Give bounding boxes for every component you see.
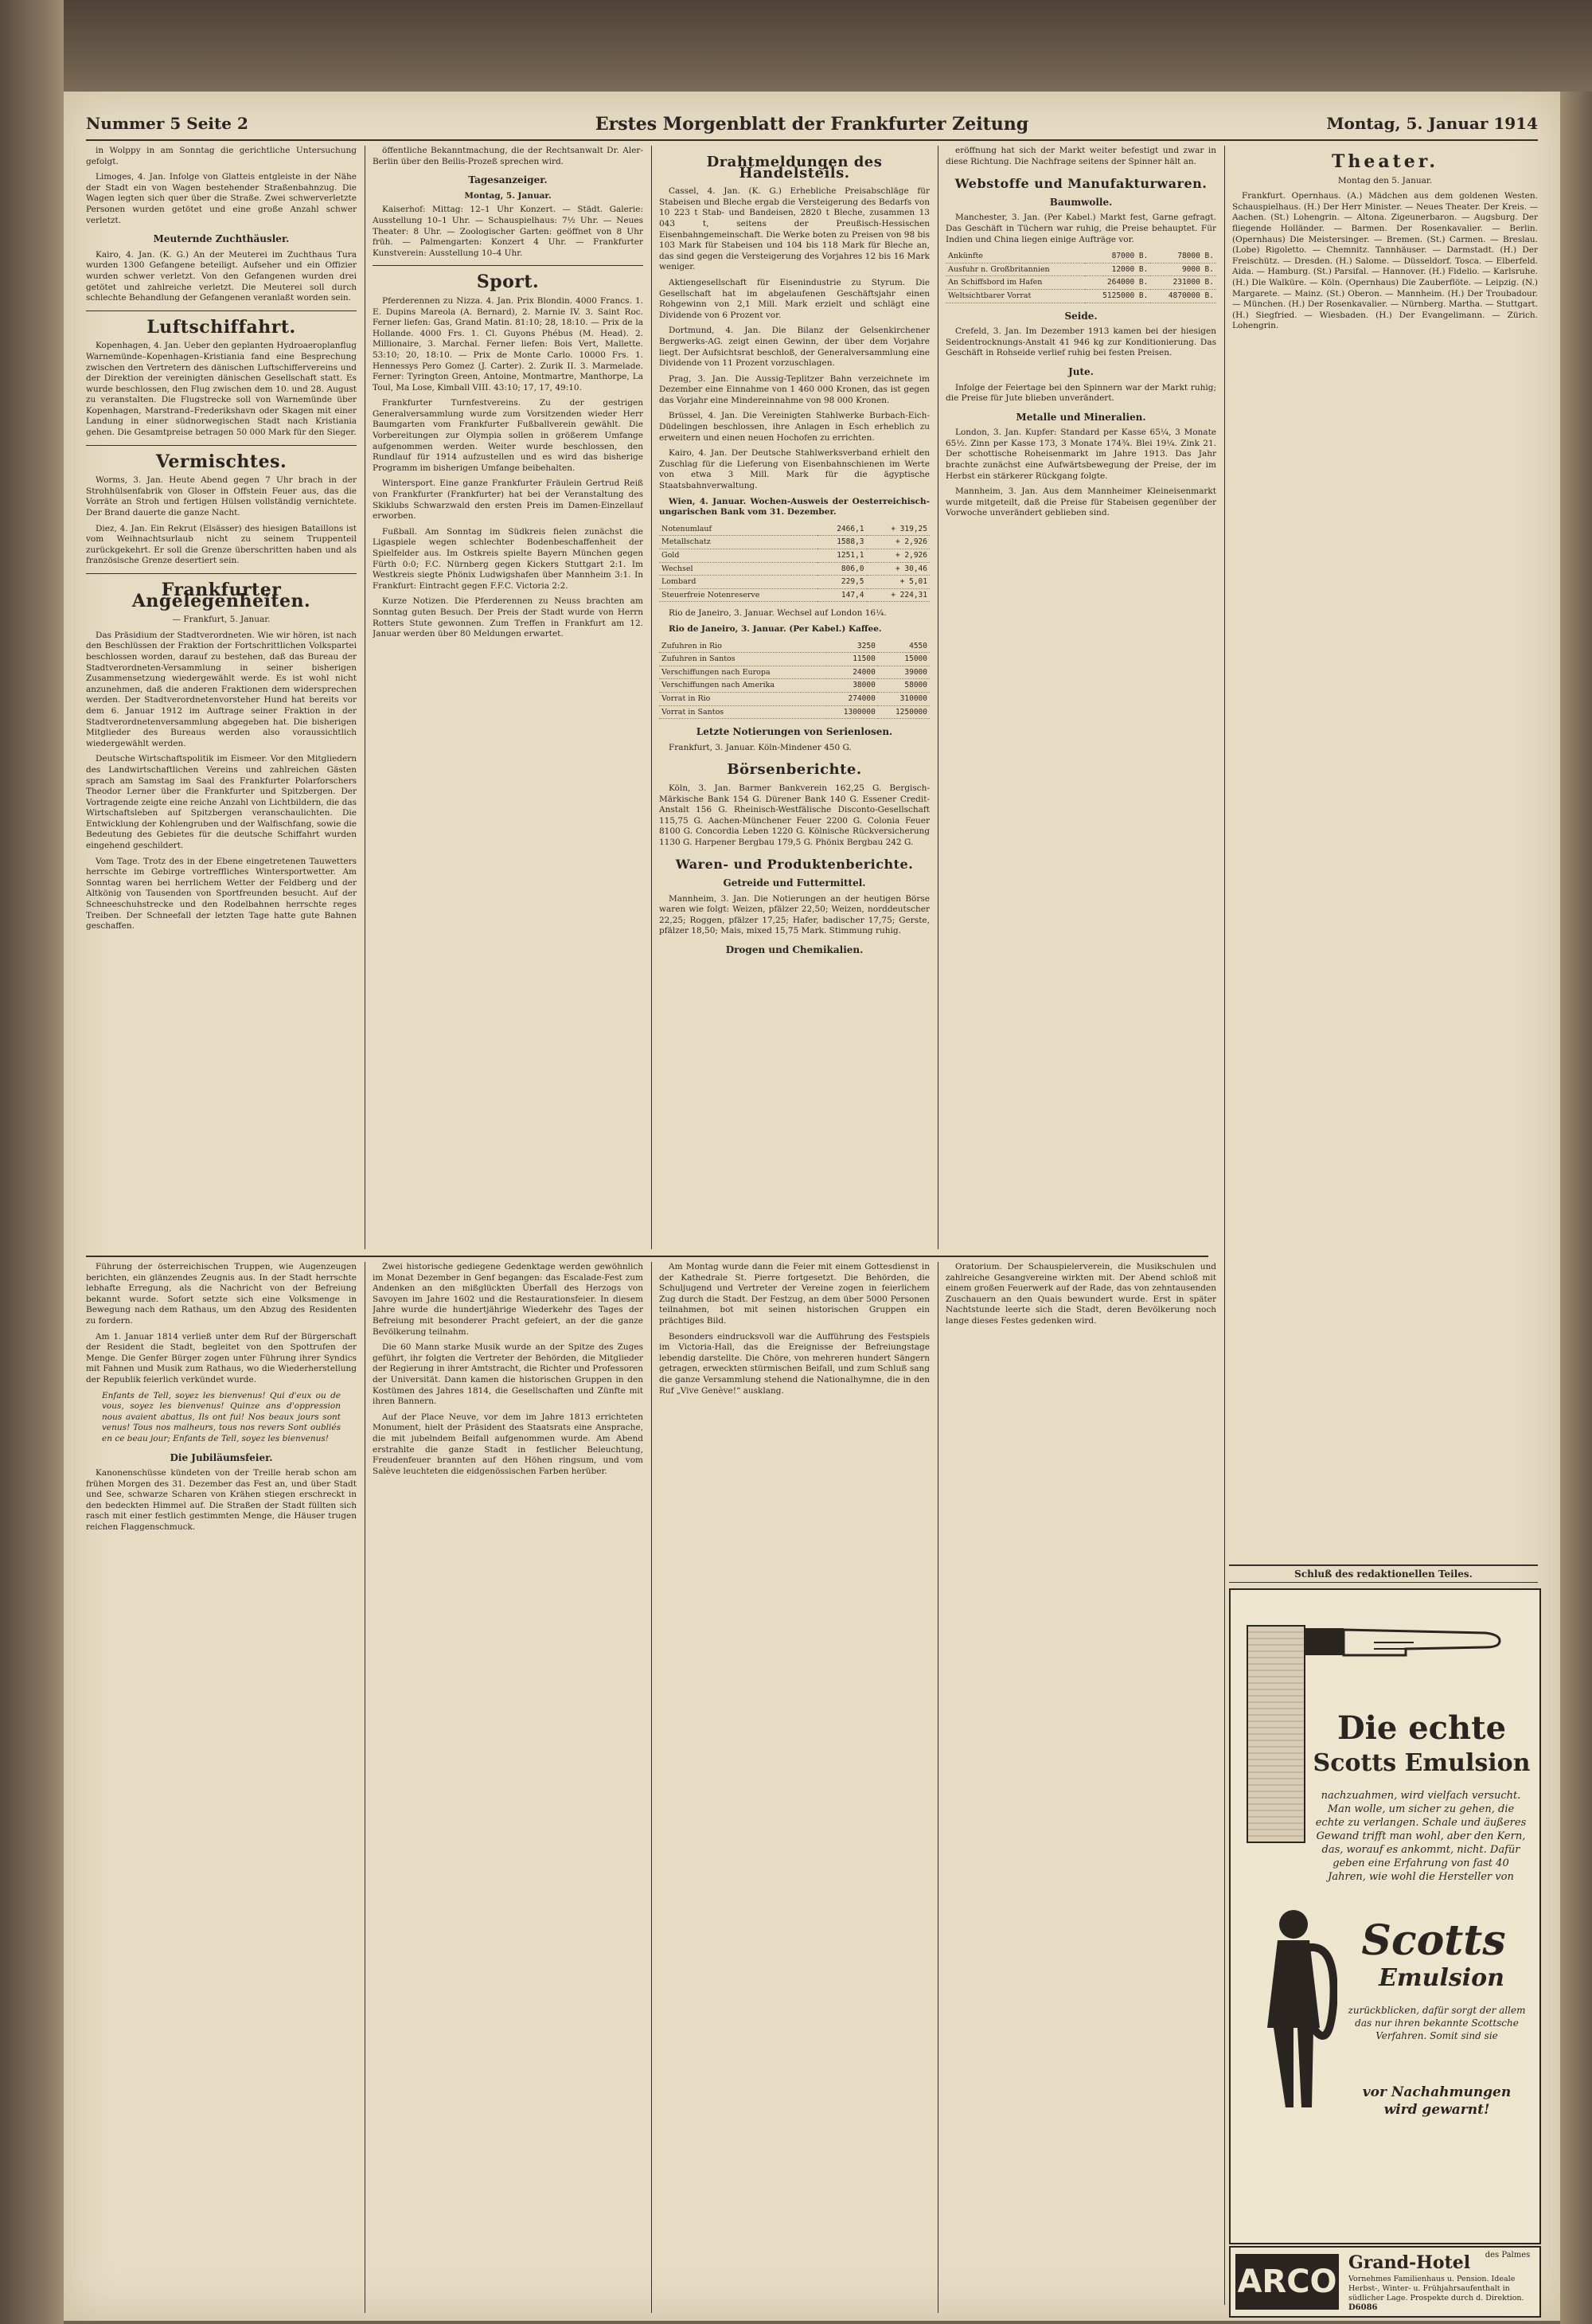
column-rule (1224, 146, 1225, 2305)
table-cell: 78000 B. (1150, 250, 1216, 263)
ad-reference: D6086 (1348, 2303, 1378, 2312)
article-text: Rio de Janeiro, 3. Januar. Wechsel auf London 16¼. (669, 608, 887, 619)
article-heading: Getreide und Futtermittel. (723, 877, 866, 889)
article-heading: Drogen und Chemikalien. (725, 944, 864, 956)
table-cell: + 30,46 (867, 562, 930, 576)
page-number: Nummer 5 Seite 2 (86, 114, 248, 133)
feuilleton-column-3 (659, 1262, 930, 2313)
article-heading: Baumwolle. (1049, 196, 1113, 208)
table-cell: 58000 (878, 679, 930, 693)
table-row (946, 289, 1216, 303)
pointing-hand-icon (1286, 1615, 1525, 1663)
table-cell: 3250 (826, 640, 878, 653)
section-heading-handel: Drahtmeldungen des Handelsteils. (706, 154, 883, 182)
article-text: eröffnung hat sich der Markt weiter befestigt und zwar in diese Richtung. Die Nachfrage seitens der Spinner hält an. (946, 146, 1216, 166)
column-2 (373, 146, 643, 1249)
coffee-table (659, 640, 930, 720)
article-text: Pferderennen zu Nizza. 4. Jan. Prix Blondin. 4000 Francs. 1. E. Dupins Mareola (A. Bernard), 2. Marnie IV. 3. Saint Roc. Ferner liefen: Gas, Grand Matin. 81:10; 28, 18:10. — Prix de la Hollande. 4000 Frs. 1. Cl. Guyons Phébus (M. Head). 2. Millionaire, 3. Marchal. Ferner liefen: Bois Vert, Mallette. 53:10; 20, 18:10. — Prix de Monte Carlo. 10000 Frs. 1. Hennessys Pero Gomez (J. Carter). 2. Zurik II. 3. Marmelade. Ferner: Tyrington Green, Antoine, Montmartre, Manthorpe, La Toul, Ma Lose, Kimball VIII. 43:10; 17, 17, 49:10. (373, 295, 643, 393)
table-cell: 231000 B. (1150, 276, 1216, 290)
section-heading-theater: Theater. (1331, 151, 1438, 172)
ad-brand-sub: Emulsion (1379, 1964, 1504, 1992)
article-text: Worms, 3. Jan. Heute Abend gegen 7 Uhr brach in der Strohhülsenfabrik von Gloser in Offstein Feuer aus, das die Vorräte an Stroh und fertigen Hülsen vollständig vernichtete. Der Brand dauerte die ganze Nacht. (86, 475, 357, 518)
scan-left-edge (0, 0, 64, 2324)
table-cell: 87000 B. (1085, 250, 1151, 263)
column-rule (651, 146, 652, 1249)
table-cell: 229,5 (817, 576, 867, 589)
table-cell: Wechsel (659, 562, 817, 576)
article-text: Prag, 3. Jan. Die Aussig-Teplitzer Bahn verzeichnete im Dezember eine Einnahme von 1 460 000 Kronen, das ist gegen das Vorjahr eine Mindereinnahme von 98 000 Kronen. (659, 373, 930, 405)
issue-date: Montag, 5. Januar 1914 (1326, 114, 1538, 133)
article-heading: Letzte Notierungen von Serienlosen. (696, 726, 893, 738)
scotts-emulsion-ad (1229, 1588, 1541, 2244)
song-verse: Enfants de Tell, soyez les bienvenus! Qui d'eux ou de vous, soyez les bienvenus! Quinze ans d'oppression nous avaient abattus, Ils ont fui! Nos beaux jours sont venus! Tous nos malheurs, tous nos revers Sont oubliés en ce beau jour; Enfants de Tell, soyez les bienvenus! (102, 1390, 341, 1443)
newspaper-page (64, 92, 1560, 2321)
ad-copy: zurückblicken, dafür sorgt der allem das nur ihren bekannte Scottsche Verfahren. Somit sind sie (1348, 2005, 1526, 2041)
table-row (659, 640, 930, 653)
table-cell: Zufuhren in Santos (659, 653, 826, 666)
divider (86, 445, 357, 446)
article-text: Frankfurt, 3. Januar. Köln-Mindener 450 G. (669, 742, 852, 752)
article-text: Kurze Notizen. Die Pferderennen zu Neuss brachten am Sonntag guten Besuch. Der Preis der Stadt wurde von Herrn Rotters Stute gewonnen. Zum Treffen in Frankfurt am 12. Januar werden über 80 Meldungen erwartet. (373, 596, 643, 639)
table-cell: 11500 (826, 653, 878, 666)
table-caption: Wien, 4. Januar. Wochen-Ausweis der Oesterreichisch-ungarischen Bank vom 31. Dezember. (659, 496, 930, 518)
table-row (659, 549, 930, 563)
article-text: in Wolppy in am Sonntag die gerichtliche Untersuchung gefolgt. (86, 146, 357, 166)
table-cell: + 2,926 (867, 549, 930, 563)
section-heading-frankfurt: Frankfurter Angelegenheiten. (131, 580, 311, 611)
ad-copy: nachzuahmen, wird vielfach versucht. Man wolle, um sicher zu gehen, die echte zu verlangen. Schale und äußeres Gewand trifft man wohl, aber den Kern, das, worauf es ankommt, nicht. Dafür geben eine Erfahrung von fast 40 Jahren, wie wohl die Hersteller von (1315, 1790, 1527, 1883)
column-rule (651, 1262, 652, 2313)
table-cell: 1300000 (826, 705, 878, 719)
column-3 (659, 146, 930, 1249)
article-text: Am 1. Januar 1814 verließ unter dem Ruf der Bürgerschaft der Resident die Stadt, begleitet von den Spottrufen der Menge. Die Genfer Bürger zogen unter Führung ihrer Syndics mit Fahnen und Musik zum Rathaus, wo die Wiederherstellung der Republik feierlich verkündet wurde. (86, 1331, 357, 1385)
table-cell: 310000 (878, 692, 930, 705)
table-row (659, 692, 930, 705)
article-text: Frankfurter Turnfestvereins. Zu der gestrigen Generalversammlung wurde zum Vorsitzenden wieder Herr Baumgarten vom Frankfurter Fußballverein gewählt. Die Vorbereitungen zur Olympia sollen in größerem Umfange aufgenommen werden. Weiter wurde beschlossen, den Rundlauf für 1914 aufzustellen und es wird das bisherige Programm im bisherigen Umfange beibehalten. (373, 398, 643, 473)
table-cell: 274000 (826, 692, 878, 705)
column-4 (946, 146, 1216, 1249)
table-cell: 38000 (826, 679, 878, 693)
table-cell: Weltsichtbarer Vorrat (946, 289, 1085, 303)
table-cell: 24000 (826, 666, 878, 679)
table-cell: 1250000 (878, 705, 930, 719)
masthead (86, 111, 1538, 141)
table-cell: Metallschatz (659, 536, 817, 549)
table-cell: Ankünfte (946, 250, 1085, 263)
article-text: Am Montag wurde dann die Feier mit einem Gottesdienst in der Kathedrale St. Pierre fortgesetzt. Die Behörden, die Schuljugend und Vertreter der Vereine zogen in feierlichem Zug durch die Stadt. Der Festzug, an dem über 5000 Personen teilnahmen, bot mit seinen historischen Gruppen ein prächtiges Bild. (659, 1262, 930, 1326)
article-text: Kairo, 4. Jan. Der Deutsche Stahlwerksverband erhielt den Zuschlag für die Lieferung von Eisenbahnschienen im Werte von etwa 3 Mill. Mark für die ägyptische Staatsbahnverwaltung. (659, 448, 930, 491)
article-text: Das Präsidium der Stadtverordneten. Wie wir hören, ist nach den Beschlüssen der Fraktion der Fortschrittlichen Volkspartei beschlossen worden, darauf zu bestehen, daß das Bureau der Stadtverordneten-Versammlung in seiner bisherigen Zusammensetzung wiedergewählt werde. Es ist wohl nicht anzunehmen, daß die anderen Fraktionen dem widersprechen werden. Der Stadtverordnetenvorsteher Hund hat bereits vor dem 6. Januar 1912 im Auftrage seiner Fraktion in der Stadtverordnetenversammlung abgegeben hat. Die bisherigen Mitglieder des Bureaus werden also voraussichtlich wiedergewählt werden. (86, 630, 357, 748)
table-row (659, 588, 930, 602)
article-text: Mannheim, 3. Jan. Aus dem Mannheimer Kleineisenmarkt wurde mitgeteilt, daß die Preise für Stabeisen gegenüber der Vorwoche unverändert geblieben sind. (946, 486, 1216, 518)
table-cell: Steuerfreie Notenreserve (659, 588, 817, 602)
dateline: — Frankfurt, 5. Januar. (172, 615, 271, 625)
table-row (659, 523, 930, 536)
grand-hotel-ad (1229, 2246, 1541, 2318)
table-cell: An Schiffsbord im Hafen (946, 276, 1085, 290)
table-row (659, 562, 930, 576)
table-cell: Verschiffungen nach Amerika (659, 679, 826, 693)
section-heading-boerse: Börsenberichte. (727, 761, 862, 779)
table-cell: Vorrat in Rio (659, 692, 826, 705)
article-text: Kopenhagen, 4. Jan. Ueber den geplanten Hydroaeroplanflug Warnemünde–Kopenhagen–Kristiania fand eine Besprechung zwischen den Vertretern des dänischen Luftschiffervereins und der Direktion der vereinigten dänischen Gesellschaft statt. Es wurde beschlossen, den Flug zwischen dem 10. und 28. August zu veranstalten. Die Flugstrecke soll von Warnemünde über Kopenhagen, Marstrand–Frederikshavn oder Skagen mit einer Landung in einer südnorwegischen Stadt nach Kristiania gehen. Die Gesamtpreise betragen 50 000 Mark für den Sieger. (86, 341, 357, 438)
cotton-table (946, 250, 1216, 303)
table-caption: Rio de Janeiro, 3. Januar. (Per Kabel.) Kaffee. (669, 623, 882, 634)
article-heading: Meuternde Zuchthäusler. (153, 233, 290, 245)
article-text: Köln, 3. Jan. Barmer Bankverein 162,25 G. Bergisch-Märkische Bank 154 G. Dürener Bank 140 G. Essener Credit-Anstalt 156 G. Rheinisch-Westfälische Disconto-Gesellschaft 115,75 G. Aachen-Münchener Feuer 2200 G. Colonia Feuer 8100 G. Concordia Leben 1220 G. Kölnische Rückversicherung 1130 G. Harpener Bergbau 179,5 G. Phönix Bergbau 242 G. (659, 783, 930, 847)
table-cell: 147,4 (817, 588, 867, 602)
table-cell: 15000 (878, 653, 930, 666)
article-text: Fußball. Am Sonntag im Südkreis fielen zunächst die Ligaspiele wegen schlechter Bodenbeschaffenheit der Spielfelder aus. Im Ostkreis spielte Bayern München gegen Fürth 0:0; F.C. Nürnberg gegen Kickers Stuttgart 2:1. Im Westkreis siegte Phönix Ludwigshafen über Mannheim 3:1. In Frankfurt: Eintracht gegen F.F.C. Victoria 2:2. (373, 526, 643, 591)
table-cell: + 2,926 (867, 536, 930, 549)
ad-product-name: Scotts Emulsion (1313, 1749, 1531, 1777)
table-row (946, 276, 1216, 290)
bank-table (659, 523, 930, 603)
hotel-subtitle: des Palmes (1485, 2251, 1531, 2260)
column-1 (86, 146, 357, 1249)
table-cell: + 319,25 (867, 523, 930, 536)
divider (373, 265, 643, 266)
article-text: Infolge der Feiertage bei den Spinnern war der Markt ruhig; die Preise für Jute blieben unverändert. (946, 382, 1216, 404)
bottle-icon (1247, 1625, 1305, 1843)
table-row (659, 576, 930, 589)
table-cell: Zufuhren in Rio (659, 640, 826, 653)
section-heading-luftschiffahrt: Luftschiffahrt. (146, 316, 296, 338)
hotel-name: Grand-Hotel (1348, 2252, 1471, 2273)
article-text: Kairo, 4. Jan. (K. G.) An der Meuterei im Zuchthaus Tura wurden 1300 Gefangene beteiligt. Aufseher und ein Offizier wurden schwer verletzt. Von den Gefangenen wurden drei getötet und zahlreiche verletzt. Die Meuterei soll durch schlechte Behandlung der Gefangenen veranlaßt worden sein. (86, 249, 357, 303)
newspaper-title: Erstes Morgenblatt der Frankfurter Zeitung (595, 114, 1029, 135)
table-row (659, 705, 930, 719)
table-row (946, 263, 1216, 276)
feuilleton-column-1 (86, 1262, 357, 2313)
table-cell: 1588,3 (817, 536, 867, 549)
divider (86, 573, 357, 574)
article-heading: Tagesanzeiger. (468, 174, 548, 186)
article-text: Die 60 Mann starke Musik wurde an der Spitze des Zuges geführt, ihr folgten die Vertreter der Behörden, die Mitglieder der Regierung in ihrer Amtstracht, die Richter und Professoren der Universität. Dann kamen die historischen Gruppen in den Kostümen des Jahres 1814, die Gesellschaften und Zünfte mit ihren Bannern. (373, 1342, 643, 1407)
article-text: öffentliche Bekanntmachung, die der Rechtsanwalt Dr. Aler-Berlin über den Beilis-Prozeß sprechen wird. (373, 146, 643, 166)
article-text: Crefeld, 3. Jan. Im Dezember 1913 kamen bei der hiesigen Seidentrocknungs-Anstalt 41 946 kg zur Konditionierung. Das Geschäft in Rohseide verlief ruhig bei festen Preisen. (946, 326, 1216, 358)
table-cell: 12000 B. (1085, 263, 1151, 276)
article-text: Mannheim, 3. Jan. Die Notierungen an der heutigen Börse waren wie folgt: Weizen, pfälzer 22,50; Weizen, norddeutscher 22,25; Roggen, pfälzer 17,25; Hafer, badischer 17,75; Gerste, pfälzer 18,50; Mais, mixed 15,75 Mark. Stimmung ruhig. (659, 893, 930, 936)
article-text: Oratorium. Der Schauspielerverein, die Musikschulen und zahlreiche Gesangvereine wirkten mit. Der Abend schloß mit einem großen Feuerwerk auf der Rade, das von zehntausenden Zuschauern an den Quais bewundert wurde. Erst in später Nachtstunde leerte sich die Stadt, deren Bevölkerung noch lange dieses Festes gedenken wird. (946, 1262, 1216, 1326)
table-cell: Gold (659, 549, 817, 563)
table-cell: + 5,01 (867, 576, 930, 589)
theater-listing: Frankfurt. Opernhaus. (A.) Mädchen aus dem goldenen Westen. Schauspielhaus. (H.) Der Herr Minister. — Neues Theater. Der Kreis. — Aachen. (St.) Lohengrin. — Altona. Zigeunerbaron. — Augsburg. Der fliegende Holländer. — Barmen. Der Rosenkavalier. — Berlin. (Opernhaus) Die Meistersinger. — Bremen. (St.) Carmen. — Breslau. (Lobe) Rigoletto. — Chemnitz. Tannhäuser. — Darmstadt. (H.) Der Freischütz. — Dresden. (H.) Salome. — Düsseldorf. Tosca. — Elberfeld. Aida. — Hamburg. (St.) Parsifal. — Hannover. (H.) Fidelio. — Karlsruhe. (H.) Die Walküre. — Köln. (Opernhaus) Die Zauberflöte. — Leipzig. (N.) Margarete. — Mainz. (St.) Oberon. — Mannheim. (H.) Der Troubadour. — München. (H.) Der Rosenkavalier. — Nürnberg. Martha. — Stuttgart. (H.) Siegfried. — Wiesbaden. (H.) Der Evangelimann. — Zürich. Lohengrin. (1232, 191, 1538, 331)
article-text: Limoges, 4. Jan. Infolge von Glatteis entgleiste in der Nähe der Stadt ein von Wagen bestehender Straßenbahnzug. Die Wagen legten sich quer über die Straße. Zwei schwerverletzte Personen wurden getötet und eine große Anzahl schwer verletzt. (86, 172, 357, 225)
table-row (946, 250, 1216, 263)
scan-right-edge (1560, 92, 1592, 2324)
article-heading: Seide. (1064, 310, 1098, 322)
article-text: Auf der Place Neuve, vor dem im Jahre 1813 errichteten Monument, hielt der Präsident des Staatsrats eine Ansprache, die mit jubelndem Beifall aufgenommen wurde. Am Abend erstrahlte die ganze Stadt in festlicher Beleuchtung, Freudenfeuer brannten auf den Höhen ringsum, und vom Salève leuchteten die eidgenössischen Farben herüber. (373, 1412, 643, 1476)
article-text: Vom Tage. Trotz des in der Ebene eingetretenen Tauwetters herrschte im Gebirge vortreffliches Wintersportwetter. Am Sonntag waren bei herrlichem Wetter der Feldberg und der Altkönig von Tausenden von Sportfreunden besucht. Auf der Schneeschuhstrecke und den Rodelbahnen herrschte reges Treiben. Der Schneefall der letzten Tage hatte gute Bahnen geschaffen. (86, 856, 357, 932)
article-text: Führung der österreichischen Truppen, wie Augenzeugen berichten, ein glänzendes Zeugnis aus. In der Stadt herrschte lebhafte Erregung, als die Nachricht von der Befreiung bekannt wurde. Sofort setzte sich eine Volksmenge in Bewegung nach dem Rathaus, um den Abzug des Residenten zu fordern. (86, 1262, 357, 1326)
table-row (659, 666, 930, 679)
table-cell: + 224,31 (867, 588, 930, 602)
ad-brand: Scotts (1361, 1916, 1506, 1965)
article-text: Besonders eindrucksvoll war die Aufführung des Festspiels im Victoria-Hall, das die Ereignisse der Befreiungstage lebendig darstellte. Die Chöre, von mehreren hundert Sängern getragen, erweckten stürmischen Beifall, und zum Schluß sang die ganze Versammlung stehend die Nationalhymne, die in den Ruf „Vive Genève!“ ausklang. (659, 1331, 930, 1396)
section-heading-waren: Waren- und Produktenberichte. (675, 857, 914, 873)
agenda-date: Montag, 5. Januar. (464, 190, 552, 201)
article-heading: Metalle und Mineralien. (1016, 411, 1146, 423)
table-row (659, 679, 930, 693)
article-text: Diez, 4. Jan. Ein Rekrut (Elsässer) des hiesigen Bataillons ist vom Weihnachtsurlaub nicht zu seinem Truppenteil zurückgekehrt. Er soll die Grenze überschritten haben und als französische Grenze desertiert sein. (86, 523, 357, 566)
article-text: Manchester, 3. Jan. (Per Kabel.) Markt fest, Garne gefragt. Das Geschäft in Tüchern war ruhig, die Preise behauptet. Für Indien und China liegen einige Aufträge vor. (946, 213, 1216, 244)
table-cell: 9000 B. (1150, 263, 1216, 276)
ad-headline: Die echte (1336, 1709, 1507, 1747)
table-cell: Lombard (659, 576, 817, 589)
article-heading: Jute. (1068, 365, 1094, 377)
hotel-copy: Vornehmes Familienhaus u. Pension. Ideale Herbst-, Winter- u. Frühjahrsaufenthalt in südlicher Lage. Prospekte durch d. Direktion. (1348, 2275, 1524, 2303)
table-cell: 264000 B. (1085, 276, 1151, 290)
table-row (659, 536, 930, 549)
article-text: Wintersport. Eine ganze Frankfurter Fräulein Gertrud Reiß von Frankfurter (Frankfurter) hat bei der Veranstaltung des Skiklubs Schwarzwald den ersten Preis im Damen-Einzellauf erworben. (373, 478, 643, 521)
article-text: London, 3. Jan. Kupfer: Standard per Kasse 65¼, 3 Monate 65½. Zinn per Kasse 173, 3 Monate 174¾. Blei 19¼. Zink 21. Der schottische Roheisenmarkt im Jahre 1913. Das Jahr brachte zunächst eine Aufwärtsbewegung der Preise, der im Herbst ein stärkerer Rückgang folgte. (946, 428, 1216, 481)
fisherman-logo-icon (1250, 1892, 1337, 2115)
section-heading-vermischtes: Vermischtes. (155, 451, 287, 472)
table-cell: Notenumlauf (659, 523, 817, 536)
table-cell: 806,0 (817, 562, 867, 576)
article-text: Deutsche Wirtschaftspolitik im Eismeer. Vor den Mitgliedern des Landwirtschaftlichen Vereins und zahlreichen Gästen sprach am Samstag im Saal des Frankfurter Polarforschers Theodor Lerner über die Frankfurter und Spitzbergen. Der Vortragende zeigte eine reiche Anzahl von Lichtbildern, die das Wirtschaftsleben auf Spitzbergen veranschaulichten. Die Entwicklung der Kohlengruben und der Walfischfang, sowie die Bedeutung des Gebietes für die deutsche Schiffahrt wurden eingehend geschildert. (86, 754, 357, 851)
article-heading: Die Jubiläumsfeier. (170, 1451, 273, 1463)
table-row (659, 653, 930, 666)
arco-logo: ARCO (1235, 2254, 1339, 2310)
table-cell: 4870000 B. (1150, 289, 1216, 303)
theater-date: Montag den 5. Januar. (1337, 175, 1433, 186)
scan-top-edge (64, 0, 1592, 92)
table-cell: Vorrat in Santos (659, 705, 826, 719)
article-text: Dortmund, 4. Jan. Die Bilanz der Gelsenkirchener Bergwerks-AG. zeigt einen Gewinn, der über dem Vorjahre liegt. Der Aufsichtsrat beschloß, der Generalversammlung eine Dividende von 11 Prozent vorzuschlagen. (659, 326, 930, 369)
article-text: Brüssel, 4. Jan. Die Vereinigten Stahlwerke Burbach-Eich-Düdelingen beschlossen, ihre Anlagen in Esch erheblich zu erweitern und einen neuen Hochofen zu errichten. (659, 411, 930, 443)
feuilleton-column-4 (946, 1262, 1216, 2313)
article-text: Kanonenschüsse kündeten von der Treille herab schon am frühen Morgen des 31. Dezember das Fest an, und über Stadt und See, schwarze Scharen von Krähen stiegen erschreckt in den bedeckten Himmel auf. Die Straßen der Stadt füllten sich rasch mit einer festlich gestimmten Menge, die Häuser trugen reichen Flaggenschmuck. (86, 1468, 357, 1533)
column-5 (1232, 146, 1538, 1499)
feuilleton-divider (86, 1256, 1208, 1257)
table-cell: 39000 (878, 666, 930, 679)
editorial-end-marker: Schluß des redaktionellen Teiles. (1229, 1564, 1538, 1583)
article-text: Cassel, 4. Jan. (K. G.) Erhebliche Preisabschläge für Stabeisen und Bleche ergab die Versteigerung des Bedarfs von 10 223 t Stab- und Bandeisen, 2820 t Bleche, zusammen 13 043 t, seitens der Preußisch-Hessischen Eisenbahngemeinschaft. Die Werke boten zu Preisen von 98 bis 103 Mark für Stabeisen und 104 bis 118 Mark für Bleche an, das sind gegen die Versteigerung des Vorjahres 12 bis 16 Mark weniger. (659, 186, 930, 272)
table-cell: 5125000 B. (1085, 289, 1151, 303)
section-heading-webstoffe: Webstoffe und Manufakturwaren. (954, 176, 1208, 192)
section-heading-sport: Sport. (476, 271, 540, 293)
table-cell: 4550 (878, 640, 930, 653)
article-text: Aktiengesellschaft für Eisenindustrie zu Styrum. Die Gesellschaft hat im abgelaufenen Geschäftsjahr einen Rohgewinn von 2,1 Mill. Mark erzielt und schlägt eine Dividende von 6 Prozent vor. (659, 277, 930, 320)
article-text: Zwei historische gediegene Gedenktage werden gewöhnlich im Monat Dezember in Genf begangen: das Escalade-Fest zum Andenken an den mißglückten Überfall des Herzogs von Savoyen im Jahre 1602 und die Restaurationsfeier. In diesem Jahre wurde die hundertjährige Wiederkehr des Tages der Befreiung mit besonderer Pracht gefeiert, an der die ganze Bevölkerung teilnahm. (373, 1262, 643, 1337)
feuilleton-column-2 (373, 1262, 643, 2313)
table-cell: Verschiffungen nach Europa (659, 666, 826, 679)
table-cell: Ausfuhr n. Großbritannien (946, 263, 1085, 276)
agenda-text: Kaiserhof: Mittag: 12–1 Uhr Konzert. — Städt. Galerie: Ausstellung 10–1 Uhr. — Schauspielhaus: 7½ Uhr. — Neues Theater: 8 Uhr. — Zoologischer Garten: geöffnet von 8 Uhr früh. — Palmengarten: Konzert 4 Uhr. — Frankfurter Kunstverein: Ausstellung 10–4 Uhr. (373, 205, 643, 258)
table-cell: 2466,1 (817, 523, 867, 536)
table-cell: 1251,1 (817, 549, 867, 563)
ad-warning: vor Nachahmungen wird gewarnt! (1362, 2084, 1512, 2118)
